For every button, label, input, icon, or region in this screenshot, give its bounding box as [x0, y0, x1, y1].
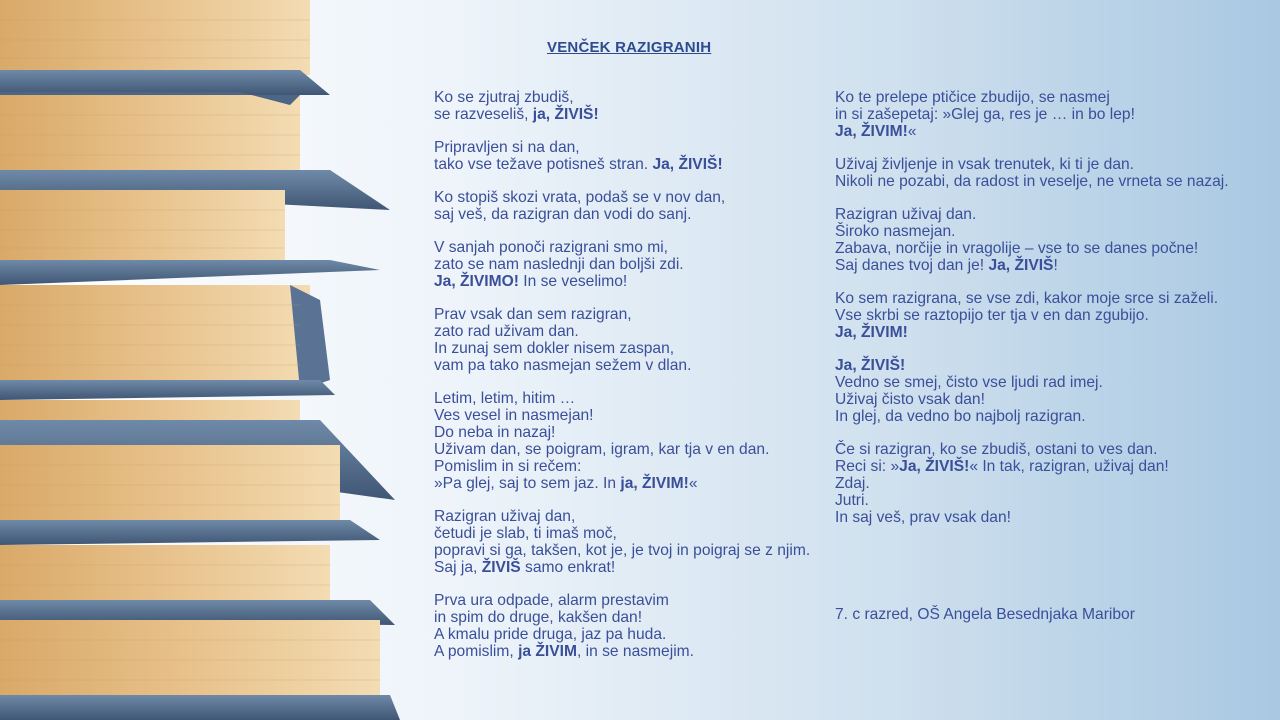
verse-line: Ko te prelepe ptičice zbudijo, se nasmej [835, 89, 1110, 106]
verse-line: zato se nam naslednji dan boljši zdi. [434, 256, 684, 273]
verse-line: »Pa glej, saj to sem jaz. In ja, ŽIVIM!« [434, 475, 698, 492]
verse-line: se razveseliš, ja, ŽIVIŠ! [434, 106, 599, 123]
verse-line: Ja, ŽIVIM!« [835, 123, 917, 140]
stanza [434, 239, 814, 290]
verse-line: Če si razigran, ko se zbudiš, ostani to ves dan. [835, 441, 1158, 458]
verse-line: In zunaj sem dokler nisem zaspan, [434, 340, 675, 357]
verse-line: Prva ura odpade, alarm prestavim [434, 592, 669, 609]
verse-line: Reci si: »Ja, ŽIVIŠ!« In tak, razigran, uživaj dan! [835, 458, 1169, 475]
verse-line: Nikoli ne pozabi, da radost in veselje, ne vrneta se nazaj. [835, 173, 1229, 190]
verse-line: Široko nasmejan. [835, 223, 956, 240]
verse-line: Pomislim in si rečem: [434, 458, 582, 475]
verse-line: V sanjah ponoči razigrani smo mi, [434, 239, 669, 256]
verse-line: tako vse težave potisneš stran. Ja, ŽIVIŠ! [434, 156, 723, 173]
verse-line: Do neba in nazaj! [434, 424, 556, 441]
verse-line: In saj veš, prav vsak dan! [835, 509, 1011, 526]
verse-line: Vse skrbi se raztopijo ter tja v en dan zgubijo. [835, 307, 1149, 324]
stanza [835, 156, 1245, 190]
verse-line: saj veš, da razigran dan vodi do sanj. [434, 206, 692, 223]
verse-line: Uživaj življenje in vsak trenutek, ki ti je dan. [835, 156, 1135, 173]
book [0, 445, 380, 545]
verse-line: zato rad uživam dan. [434, 323, 579, 340]
verse-line: Zdaj. [835, 475, 870, 492]
verse-line: četudi je slab, ti imaš moč, [434, 525, 617, 542]
verse-line: Pripravljen si na dan, [434, 139, 580, 156]
verse-line: In glej, da vedno bo najbolj razigran. [835, 408, 1086, 425]
book [0, 0, 330, 95]
poem-title: VENČEK RAZIGRANIH [547, 39, 712, 56]
verse-line: Prav vsak dan sem razigran, [434, 306, 632, 323]
verse-line: in spim do druge, kakšen dan! [434, 609, 643, 626]
book [0, 285, 335, 400]
verse-line: Uživam dan, se poigram, igram, kar tja v en dan. [434, 441, 770, 458]
verse-line: Jutri. [835, 492, 869, 509]
verse-line: Ja, ŽIVIMO! In se veselimo! [434, 273, 628, 290]
verse-line: vam pa tako nasmejan sežem v dlan. [434, 357, 692, 374]
stanza [835, 89, 1245, 140]
verse-line: A pomislim, ja ŽIVIM, in se nasmejim. [434, 643, 694, 660]
verse-line: Vedno se smej, čisto vse ljudi rad imej. [835, 374, 1103, 391]
verse-line: popravi si ga, takšen, kot je, je tvoj in poigraj se z njim. [434, 542, 811, 559]
stanza [835, 357, 1245, 425]
stanza [835, 441, 1245, 526]
verse-line: A kmalu pride druga, jaz pa huda. [434, 626, 667, 643]
verse-line: Razigran uživaj dan. [835, 206, 977, 223]
verse-line: Saj ja, ŽIVIŠ samo enkrat! [434, 559, 616, 576]
poem-right-column [835, 89, 1245, 542]
book [0, 620, 400, 720]
book-stack-illustration [0, 0, 400, 720]
poem-left-column [434, 89, 814, 676]
stanza [434, 139, 814, 173]
stanza [434, 390, 814, 492]
verse-line: Ko stopiš skozi vrata, podaš se v nov dan, [434, 189, 726, 206]
verse-line: Zabava, norčije in vragolije – vse to se danes počne! [835, 240, 1199, 257]
verse-line: Ko se zjutraj zbudiš, [434, 89, 574, 106]
verse-line: Ko sem razigrana, se vse zdi, kakor moje srce si zaželi. [835, 290, 1219, 307]
verse-line: Ja, ŽIVIM! [835, 324, 908, 341]
verse-line: Ja, ŽIVIŠ! [835, 357, 906, 374]
stanza [434, 508, 814, 576]
verse-line: Uživaj čisto vsak dan! [835, 391, 985, 408]
stanza [835, 206, 1245, 274]
verse-line: in si zašepetaj: »Glej ga, res je … in bo lep! [835, 106, 1135, 123]
stanza [434, 189, 814, 223]
verse-line: Letim, letim, hitim … [434, 390, 576, 407]
stanza [434, 592, 814, 660]
verse-line: Razigran uživaj dan, [434, 508, 576, 525]
stanza [434, 306, 814, 374]
verse-line: Saj danes tvoj dan je! Ja, ŽIVIŠ! [835, 257, 1058, 274]
stanza [835, 290, 1245, 341]
author-signature: 7. c razred, OŠ Angela Besednjaka Maribor [835, 606, 1135, 623]
stanza [434, 89, 814, 123]
verse-line: Ves vesel in nasmejan! [434, 407, 594, 424]
